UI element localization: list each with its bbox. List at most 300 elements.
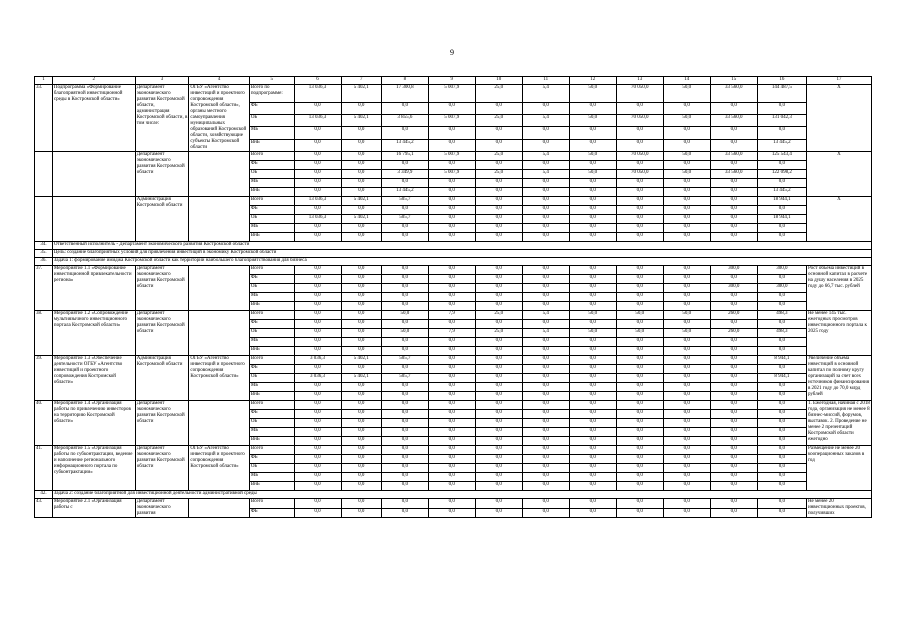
value-cell: 0,0 <box>663 293 710 302</box>
funding-source: МБ <box>249 428 294 437</box>
funding-source: ВнБ <box>249 302 294 311</box>
value-cell: 0,0 <box>757 499 806 509</box>
value-cell: 0,0 <box>428 161 475 170</box>
value-cell: 0,0 <box>294 482 341 491</box>
value-cell: 0,0 <box>428 302 475 311</box>
value-cell: 0,0 <box>341 455 381 464</box>
funding-source: ОБ <box>249 419 294 428</box>
value-cell: 0,0 <box>428 320 475 329</box>
value-cell: 0,0 <box>757 437 806 446</box>
value-cell: 0,0 <box>616 302 663 311</box>
value-cell: 0,0 <box>757 401 806 410</box>
value-cell: 0,0 <box>663 374 710 383</box>
value-cell: 0,0 <box>569 197 616 206</box>
value-cell: 0,0 <box>663 161 710 170</box>
value-cell: 0,0 <box>428 464 475 473</box>
value-cell: 0,0 <box>428 293 475 302</box>
value-cell: 0,0 <box>428 365 475 374</box>
value-cell: 0,0 <box>475 102 522 114</box>
value-cell: 0,0 <box>710 374 757 383</box>
value-cell: 0,0 <box>757 482 806 491</box>
value-cell: 0,0 <box>569 374 616 383</box>
value-cell: 0,0 <box>475 347 522 356</box>
funding-source: ФБ <box>249 206 294 215</box>
value-cell: 0,0 <box>294 392 341 401</box>
value-cell: 0,0 <box>341 179 381 188</box>
value-cell: 0,0 <box>569 464 616 473</box>
value-cell: 0,0 <box>341 437 381 446</box>
value-cell: 3 036,3 <box>294 374 341 383</box>
value-cell: 0,0 <box>381 102 428 114</box>
value-cell: 0,0 <box>381 499 428 509</box>
value-cell: 0,0 <box>569 293 616 302</box>
row-number: 42. <box>35 491 53 499</box>
value-cell: 0,0 <box>616 275 663 284</box>
value-cell: 0,0 <box>569 266 616 275</box>
value-cell: 50,0 <box>569 170 616 179</box>
value-cell: 0,0 <box>710 161 757 170</box>
value-cell: 0,0 <box>341 170 381 179</box>
funding-source: МБ <box>249 338 294 347</box>
value-cell: 70 050,0 <box>616 115 663 127</box>
value-cell: 0,0 <box>341 320 381 329</box>
value-cell: 0,0 <box>663 473 710 482</box>
value-cell: 0,0 <box>757 206 806 215</box>
section-row <box>35 258 872 266</box>
value-cell: 0,0 <box>522 401 569 410</box>
value-cell: 0,0 <box>381 437 428 446</box>
value-cell: 0,0 <box>522 139 569 151</box>
value-cell: 0,0 <box>710 410 757 419</box>
value-cell: 0,0 <box>294 179 341 188</box>
value-cell: 0,0 <box>616 508 663 518</box>
value-cell: 0,0 <box>294 233 341 242</box>
value-cell: 0,0 <box>569 102 616 114</box>
value-cell: 0,0 <box>381 401 428 410</box>
value-cell: 300,0 <box>757 266 806 275</box>
value-cell: 0,0 <box>522 428 569 437</box>
value-cell: 0,0 <box>616 188 663 197</box>
value-cell: 0,0 <box>663 464 710 473</box>
column-number-cell: 13 <box>616 77 663 85</box>
value-cell: 0,0 <box>522 284 569 293</box>
value-cell: 0,0 <box>663 102 710 114</box>
value-cell: 5 007,9 <box>428 152 475 161</box>
value-cell: 0,0 <box>569 482 616 491</box>
funding-source: Всего <box>249 197 294 206</box>
value-cell: 0,0 <box>428 508 475 518</box>
value-cell: 0,0 <box>710 383 757 392</box>
row-number: 35. <box>35 250 53 258</box>
measure-name: Мероприятие 1.1 «Формирование инвестиционной привлекательности региона» <box>52 266 135 311</box>
funding-source: МБ <box>249 224 294 233</box>
value-cell: 0,0 <box>475 392 522 401</box>
value-cell: 0,0 <box>710 197 757 206</box>
value-cell: 0,0 <box>428 266 475 275</box>
value-cell: 0,0 <box>616 473 663 482</box>
expected-result: Не менее 145 тыс. ежегодных просмотров инвестиционного портала к 2025 году <box>806 311 871 356</box>
value-cell: 0,0 <box>428 188 475 197</box>
value-cell: 0,0 <box>341 139 381 151</box>
value-cell: 13 036,3 <box>294 115 341 127</box>
value-cell: 0,0 <box>616 215 663 224</box>
value-cell: 0,0 <box>569 188 616 197</box>
funding-source: ФБ <box>249 365 294 374</box>
value-cell: 0,0 <box>428 102 475 114</box>
value-cell: 13 445,2 <box>757 188 806 197</box>
value-cell: 0,0 <box>428 206 475 215</box>
value-cell: 0,0 <box>381 302 428 311</box>
value-cell: 0,0 <box>710 499 757 509</box>
value-cell: 0,0 <box>522 374 569 383</box>
value-cell: 25,0 <box>475 152 522 161</box>
value-cell: 0,0 <box>381 383 428 392</box>
value-cell: 0,0 <box>710 419 757 428</box>
value-cell: 0,0 <box>428 383 475 392</box>
value-cell: 0,0 <box>381 473 428 482</box>
column-number-cell: 17 <box>806 77 871 85</box>
value-cell: 0,0 <box>757 446 806 455</box>
value-cell: 3 349,9 <box>381 170 428 179</box>
value-cell: 0,0 <box>522 161 569 170</box>
value-cell: 0,0 <box>710 338 757 347</box>
value-cell: 0,0 <box>475 233 522 242</box>
value-cell: 25,0 <box>475 115 522 127</box>
value-cell: 50,0 <box>569 152 616 161</box>
co-executor <box>189 401 249 446</box>
value-cell: 0,0 <box>341 102 381 114</box>
value-cell: 0,0 <box>663 437 710 446</box>
value-cell: 0,0 <box>381 365 428 374</box>
value-cell: 0,0 <box>381 410 428 419</box>
value-cell: 0,0 <box>522 266 569 275</box>
value-cell: 0,0 <box>616 374 663 383</box>
value-cell: 0,0 <box>294 152 341 161</box>
value-cell: 0,0 <box>757 161 806 170</box>
co-executor: ОГБУ «Агентство инвестиций и проектного сопровождения Костромской области» <box>189 446 249 491</box>
value-cell: 0,0 <box>569 392 616 401</box>
value-cell: 50,0 <box>569 311 616 320</box>
value-cell: 0,0 <box>569 419 616 428</box>
value-cell: 0,0 <box>757 410 806 419</box>
measure-name: Мероприятие 1.3 «Обеспечение деятельности ОГБУ «Агентство инвестиций и проектного сопровождения Костромской области» <box>52 356 135 401</box>
value-cell: 0,0 <box>341 365 381 374</box>
value-cell: 5 007,9 <box>428 115 475 127</box>
value-cell: 0,0 <box>710 446 757 455</box>
value-cell: 0,0 <box>616 356 663 365</box>
value-cell: 0,0 <box>569 224 616 233</box>
value-cell: 0,0 <box>294 139 341 151</box>
value-cell: 5,4 <box>522 85 569 103</box>
value-cell: 0,0 <box>522 446 569 455</box>
value-cell: 0,0 <box>475 428 522 437</box>
section-row <box>35 250 872 258</box>
value-cell: 0,0 <box>569 365 616 374</box>
value-cell: 0,0 <box>569 302 616 311</box>
value-cell: 3 855,6 <box>381 115 428 127</box>
value-cell: 0,0 <box>616 410 663 419</box>
value-cell: 25,0 <box>475 170 522 179</box>
value-cell: 5 402,1 <box>341 374 381 383</box>
value-cell: 0,0 <box>475 401 522 410</box>
value-cell: 0,0 <box>663 139 710 151</box>
value-cell: 0,0 <box>522 102 569 114</box>
funding-source: ОБ <box>249 284 294 293</box>
value-cell: 0,0 <box>569 499 616 509</box>
value-cell: 0,0 <box>663 428 710 437</box>
value-cell: 0,0 <box>294 127 341 139</box>
column-number-cell: 11 <box>522 77 569 85</box>
page-number: 9 <box>450 48 454 57</box>
responsible-executor: Департамент экономического развития Костромской области, администрация Костромской области, в том числе: <box>135 85 189 152</box>
value-cell: 0,0 <box>428 437 475 446</box>
value-cell: 0,0 <box>341 464 381 473</box>
value-cell: 0,0 <box>569 139 616 151</box>
value-cell: 0,0 <box>616 266 663 275</box>
value-cell: 0,0 <box>569 455 616 464</box>
value-cell: 0,0 <box>475 127 522 139</box>
value-cell: 0,0 <box>381 127 428 139</box>
value-cell: 0,0 <box>428 275 475 284</box>
value-cell: 0,0 <box>710 275 757 284</box>
value-cell: 0,0 <box>522 293 569 302</box>
measure-name <box>52 197 135 242</box>
expected-result: Рост объема инвестиций в основной капитал в расчете на душу населения в 2025 году до 66,7 тыс. рублей <box>806 266 871 311</box>
value-cell: 300,0 <box>757 284 806 293</box>
value-cell: 0,0 <box>294 275 341 284</box>
value-cell: 50,0 <box>663 329 710 338</box>
value-cell: 0,0 <box>294 365 341 374</box>
value-cell: 0,0 <box>710 188 757 197</box>
value-cell: 0,0 <box>616 139 663 151</box>
value-cell: 0,0 <box>294 329 341 338</box>
row-number <box>35 152 53 197</box>
value-cell: 0,0 <box>663 215 710 224</box>
value-cell: 0,0 <box>522 127 569 139</box>
co-executor <box>189 311 249 356</box>
row-number: 41. <box>35 446 53 491</box>
value-cell: 0,0 <box>569 473 616 482</box>
value-cell: 0,0 <box>522 499 569 509</box>
value-cell: 50,0 <box>663 115 710 127</box>
value-cell: 0,0 <box>616 365 663 374</box>
column-number-cell: 10 <box>475 77 522 85</box>
value-cell: 0,0 <box>663 179 710 188</box>
value-cell: 0,0 <box>757 347 806 356</box>
column-number-cell: 5 <box>249 77 294 85</box>
section-text: Задача 1: формирование имиджа Костромской области как территории наибольшего благоприятствования для бизнеса <box>52 258 871 266</box>
value-cell: 0,0 <box>294 266 341 275</box>
value-cell: 5,4 <box>522 115 569 127</box>
funding-source: ВнБ <box>249 392 294 401</box>
value-cell: 50,0 <box>616 311 663 320</box>
value-cell: 0,0 <box>381 347 428 356</box>
responsible-executor: Администрация Костромской области <box>135 197 189 242</box>
expected-result: X <box>806 152 871 197</box>
value-cell: 0,0 <box>294 320 341 329</box>
value-cell: 0,0 <box>710 392 757 401</box>
value-cell: 33 560,0 <box>710 85 757 103</box>
value-cell: 0,0 <box>710 102 757 114</box>
funding-source: ВнБ <box>249 347 294 356</box>
value-cell: 0,0 <box>710 473 757 482</box>
value-cell: 7,9 <box>428 329 475 338</box>
value-cell: 0,0 <box>294 224 341 233</box>
value-cell: 0,0 <box>428 499 475 509</box>
value-cell: 0,0 <box>710 179 757 188</box>
value-cell: 13 445,2 <box>381 188 428 197</box>
value-cell: 0,0 <box>341 428 381 437</box>
value-cell: 0,0 <box>381 392 428 401</box>
co-executor <box>189 152 249 197</box>
value-cell: 0,0 <box>294 170 341 179</box>
value-cell: 0,0 <box>341 161 381 170</box>
value-cell: 0,0 <box>663 275 710 284</box>
funding-source: Всего <box>249 266 294 275</box>
funding-source: ОБ <box>249 329 294 338</box>
value-cell: 0,0 <box>294 446 341 455</box>
value-cell: 0,0 <box>381 508 428 518</box>
value-cell: 0,0 <box>341 383 381 392</box>
value-cell: 0,0 <box>757 275 806 284</box>
value-cell: 70 050,0 <box>616 170 663 179</box>
value-cell: 0,0 <box>475 302 522 311</box>
measure-name: Мероприятие 1.4 «Организация работы по привлечению инвесторов на территорию Костромской области» <box>52 401 135 446</box>
value-cell: 0,0 <box>710 347 757 356</box>
value-cell: 0,0 <box>569 215 616 224</box>
value-cell: 0,0 <box>522 437 569 446</box>
responsible-executor: Департамент экономического развития Костромской области <box>135 266 189 311</box>
value-cell: 0,0 <box>616 482 663 491</box>
value-cell: 0,0 <box>475 383 522 392</box>
value-cell: 0,0 <box>475 499 522 509</box>
value-cell: 0,0 <box>475 464 522 473</box>
value-cell: 8 944,1 <box>757 356 806 365</box>
value-cell: 0,0 <box>522 482 569 491</box>
value-cell: 0,0 <box>341 266 381 275</box>
value-cell: 0,0 <box>294 102 341 114</box>
value-cell: 0,0 <box>757 473 806 482</box>
value-cell: 0,0 <box>341 347 381 356</box>
value-cell: 144 487,5 <box>757 85 806 103</box>
value-cell: 0,0 <box>663 508 710 518</box>
value-cell: 50,0 <box>381 311 428 320</box>
value-cell: 260,0 <box>710 311 757 320</box>
column-number-cell: 3 <box>135 77 189 85</box>
expected-result: X <box>806 85 871 152</box>
value-cell: 0,0 <box>616 320 663 329</box>
value-cell: 33 560,0 <box>710 115 757 127</box>
value-cell: 505,7 <box>381 215 428 224</box>
value-cell: 13 445,2 <box>381 139 428 151</box>
value-cell: 0,0 <box>381 446 428 455</box>
value-cell: 0,0 <box>569 428 616 437</box>
value-cell: 0,0 <box>522 275 569 284</box>
value-cell: 0,0 <box>757 508 806 518</box>
value-cell: 0,0 <box>341 482 381 491</box>
value-cell: 3 036,3 <box>294 356 341 365</box>
value-cell: 0,0 <box>569 401 616 410</box>
value-cell: 0,0 <box>616 446 663 455</box>
value-cell: 0,0 <box>710 401 757 410</box>
funding-source: ФБ <box>249 455 294 464</box>
value-cell: 0,0 <box>757 224 806 233</box>
value-cell: 0,0 <box>381 266 428 275</box>
value-cell: 0,0 <box>428 356 475 365</box>
value-cell: 0,0 <box>757 338 806 347</box>
value-cell: 0,0 <box>475 188 522 197</box>
value-cell: 0,0 <box>757 127 806 139</box>
value-cell: 0,0 <box>710 365 757 374</box>
co-executor: ОГБУ «Агентство инвестиций и проектного сопровождения Костромской области» <box>189 356 249 401</box>
value-cell: 0,0 <box>341 338 381 347</box>
value-cell: 0,0 <box>381 419 428 428</box>
measure-name: Мероприятие 1.5 «Организация работы по субконтрактации, ведение и наполнение регионального информационного портала по субконтрактации» <box>52 446 135 491</box>
value-cell: 0,0 <box>381 482 428 491</box>
value-cell: 0,0 <box>757 293 806 302</box>
value-cell: 0,0 <box>475 446 522 455</box>
value-cell: 0,0 <box>475 320 522 329</box>
value-cell: 5 402,1 <box>341 215 381 224</box>
column-number-cell: 12 <box>569 77 616 85</box>
table-row <box>35 85 872 103</box>
value-cell: 0,0 <box>569 275 616 284</box>
value-cell: 122 098,2 <box>757 170 806 179</box>
value-cell: 50,0 <box>381 329 428 338</box>
value-cell: 0,0 <box>381 179 428 188</box>
value-cell: 50,0 <box>663 311 710 320</box>
funding-source: Всего по подпрограмме: <box>249 85 294 103</box>
value-cell: 0,0 <box>475 293 522 302</box>
value-cell: 0,0 <box>294 206 341 215</box>
co-executor <box>189 499 249 518</box>
value-cell: 0,0 <box>428 215 475 224</box>
row-number: 37. <box>35 266 53 311</box>
value-cell: 0,0 <box>616 455 663 464</box>
section-text: Цель: создание благоприятных условий для привлечения инвестиций в экономику Костромской области <box>52 250 871 258</box>
value-cell: 0,0 <box>294 161 341 170</box>
value-cell: 0,0 <box>757 392 806 401</box>
value-cell: 13 036,3 <box>294 197 341 206</box>
co-executor <box>189 266 249 311</box>
column-number-cell: 4 <box>189 77 249 85</box>
value-cell: 5,4 <box>522 311 569 320</box>
responsible-executor: Департамент экономического развития Костромской области <box>135 446 189 491</box>
value-cell: 0,0 <box>294 508 341 518</box>
budget-table <box>34 76 872 518</box>
funding-source: МБ <box>249 293 294 302</box>
value-cell: 0,0 <box>616 428 663 437</box>
value-cell: 0,0 <box>757 302 806 311</box>
value-cell: 0,0 <box>522 179 569 188</box>
funding-source: ВнБ <box>249 233 294 242</box>
funding-source: Всего <box>249 499 294 509</box>
value-cell: 50,0 <box>663 85 710 103</box>
value-cell: 0,0 <box>569 437 616 446</box>
responsible-executor: Департамент экономического развития <box>135 499 189 518</box>
value-cell: 0,0 <box>294 284 341 293</box>
expected-result: 1. Ежегодная, начиная с 2018 года, организация не менее 8 бизнес-миссий, форумов, выставок. 2. Проведение не менее 2 презентаций Костромской области ежегодно <box>806 401 871 446</box>
value-cell: 0,0 <box>341 446 381 455</box>
responsible-executor: Департамент экономического развития Костромской области <box>135 311 189 356</box>
measure-name: Подпрограмма «Формирование благоприятной инвестиционной среды в Костромской области» <box>52 85 135 152</box>
value-cell: 0,0 <box>663 383 710 392</box>
value-cell: 0,0 <box>475 197 522 206</box>
value-cell: 0,0 <box>381 293 428 302</box>
funding-source: ОБ <box>249 374 294 383</box>
table-row <box>35 356 872 365</box>
value-cell: 0,0 <box>522 508 569 518</box>
